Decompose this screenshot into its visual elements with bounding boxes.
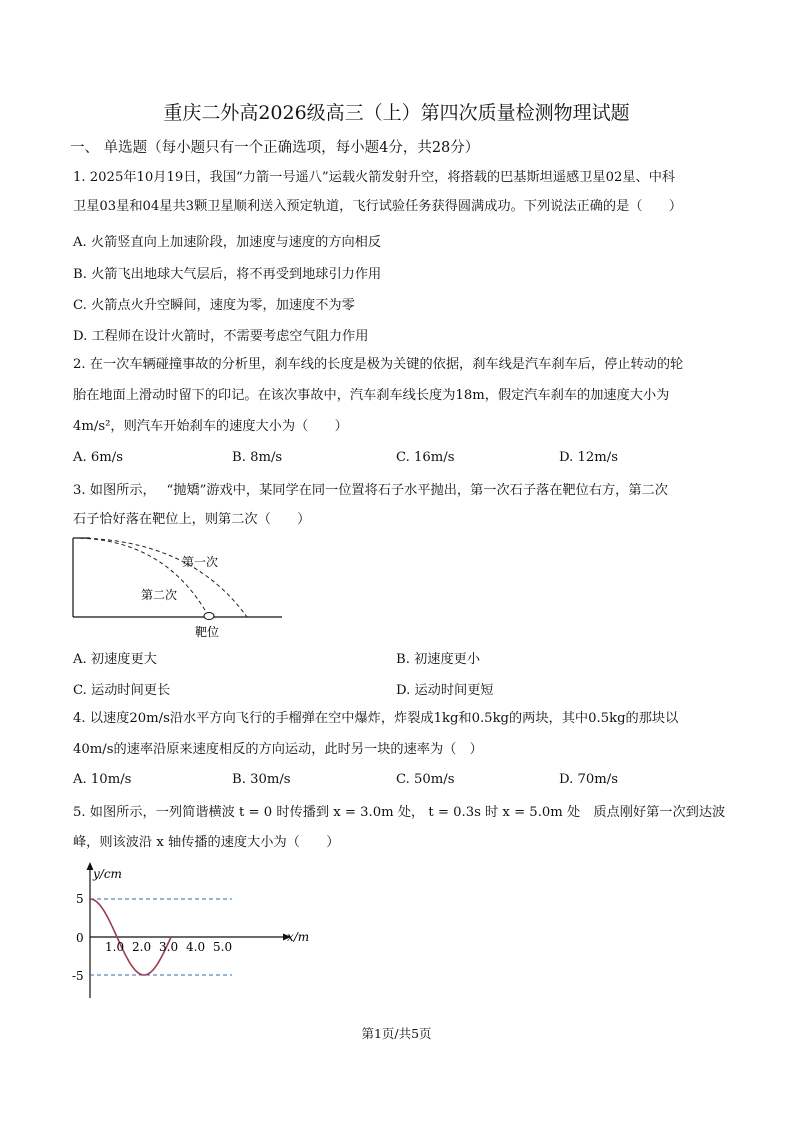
q2-option-b: B. 8m/s (232, 450, 283, 465)
q5-line2: 峰，则该波沿 x 轴传播的速度大小为（ ） (73, 835, 340, 850)
trajectory-second (73, 538, 209, 617)
q1-option-b: B. 火箭飞出地球大气层后，将不再受到地球引力作用 (73, 267, 382, 282)
q2-line3: 4m/s²，则汽车开始刹车的速度大小为（ ） (73, 419, 348, 434)
y-tick-0: 0 (76, 931, 84, 945)
q1-option-a: A. 火箭竖直向上加速阶段，加速度与速度的方向相反 (73, 235, 382, 250)
projectile-figure (70, 535, 285, 643)
label-second-throw: 第二次 (141, 588, 178, 602)
label-target: 靶位 (195, 625, 220, 639)
page-title: 重庆二外高2026级高三（上）第四次质量检测物理试题 (163, 102, 630, 124)
q3-option-a: A. 初速度更大 (73, 652, 157, 667)
q1-line2: 卫星03星和04星共3颗卫星顺利送入预定轨道，飞行试验任务获得圆满成功。下列说法正确的是（ ） (73, 199, 683, 214)
trajectory-first (73, 538, 247, 617)
x-axis-label: x/m (287, 930, 310, 944)
page-footer: 第1页/共5页 (361, 1026, 432, 1041)
q2-line1: 2. 在一次车辆碰撞事故的分析里，刹车线的长度是极为关键的依据，刹车线是汽车刹车后，停止转动的轮 (73, 357, 684, 372)
x-tick-5: 5.0 (213, 940, 233, 954)
q1-option-d: D. 工程师在设计火箭时，不需要考虑空气阻力作用 (73, 329, 369, 344)
q3-line1: 3. 如图所示， “抛矯”游戏中，某同学在同一位置将石子水平抛出，第一次石子落在靶位右方，第二次 (73, 483, 668, 498)
q4-line1: 4. 以速度20m/s沿水平方向飞行的手榴弹在空中爆炸，炸裂成1kg和0.5kg的两块，其中0.5kg的那块以 (73, 711, 679, 726)
q2-option-d: D. 12m/s (559, 450, 618, 465)
y-tick-neg5: -5 (72, 969, 84, 983)
label-first-throw: 第一次 (182, 555, 219, 569)
q1-option-c: C. 火箭点火升空瞬间，速度为零，加速度不为零 (73, 298, 355, 313)
q3-option-c: C. 运动时间更长 (73, 683, 171, 698)
q4-line2: 40m/s的速率沿原来速度相反的方向运动，此时另一块的速率为（ ） (73, 742, 483, 757)
q3-option-b: B. 初速度更小 (396, 652, 481, 667)
q2-line2: 胎在地面上滑动时留下的印记。在该次事故中，汽车刹车线长度为18m，假定汽车刹车的加速度大小为 (73, 388, 670, 403)
section-heading: 一、 单选题（每小题只有一个正确选项，每小题4分，共28分） (70, 140, 480, 156)
x-tick-1: 1.0 (105, 940, 125, 954)
q1-line1: 1. 2025年10月19日，我国“力箭一号遥八”运载火箭发射升空，将搭载的巴基斯坦遥感卫星02星、中科 (73, 170, 676, 185)
target-marker (204, 613, 214, 620)
q2-option-a: A. 6m/s (73, 450, 124, 465)
x-tick-3: 3.0 (159, 940, 179, 954)
q5-line1: 5. 如图所示，一列简谐横波 t = 0 时传播到 x = 3.0m 处， t = 0.3s 时 x = 5.0m 处 质点刚好第一次到达波 (73, 805, 726, 820)
wave-graph (66, 858, 326, 1003)
q3-line2: 石子恰好落在靶位上，则第二次（ ） (73, 512, 311, 527)
x-tick-4: 4.0 (186, 940, 206, 954)
q4-option-d: D. 70m/s (559, 772, 618, 787)
y-tick-5: 5 (76, 892, 84, 906)
q4-option-b: B. 30m/s (232, 772, 291, 787)
y-axis-label: y/cm (93, 867, 122, 881)
q2-option-c: C. 16m/s (396, 450, 455, 465)
q4-option-c: C. 50m/s (396, 772, 455, 787)
x-tick-2: 2.0 (132, 940, 152, 954)
q4-option-a: A. 10m/s (73, 772, 132, 787)
q3-option-d: D. 运动时间更短 (396, 683, 494, 698)
